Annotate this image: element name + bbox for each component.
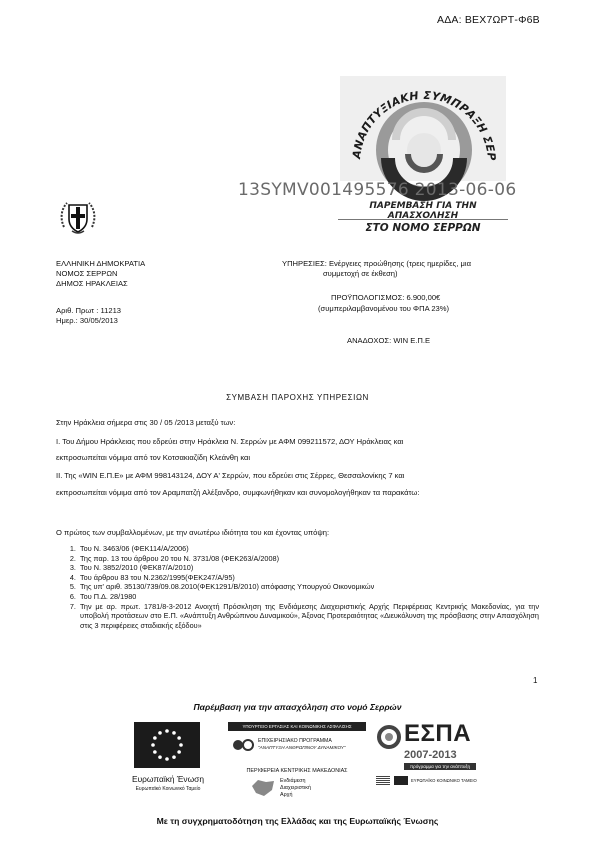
ministry-banner: ΥΠΟΥΡΓΕΙΟ ΕΡΓΑΣΙΑΣ ΚΑΙ ΚΟΙΝΩΝΙΚΗΣ ΑΣΦΑΛΙΣΗΣ <box>228 722 366 731</box>
partnership-logo <box>338 68 508 238</box>
list-item: 5. Της υπ' αριθ. 35130/739/09.08.2010(ΦΕΚ1291/Β/2010) απόφασης Υπουργού Οικονομικών <box>78 582 539 592</box>
list-item: 3. Του Ν. 3852/2010 (ΦΕΚ87/Α/2010) <box>78 563 539 573</box>
eu-star-icon <box>158 755 162 759</box>
espa-years: 2007-2013 <box>404 749 457 761</box>
services-line-2: συμμετοχή σε έκθεση) <box>323 269 398 278</box>
authority-line-2: Διαχειριστική <box>280 785 311 791</box>
eu-star-icon <box>165 729 169 733</box>
authority-line-1: Ενδιάμεση <box>280 778 306 784</box>
coat-of-arms-icon <box>58 197 98 237</box>
list-item: 1. Του Ν. 3463/06 (ΦΕΚ114/Α/2006) <box>78 544 539 554</box>
party-2-line-1: ΙΙ. Της «WIN E.Π.Ε» με ΑΦΜ 998143124, ΔΟΥ Α' Σερρών, που εδρεύει στις Σέρρες, Θεσσαλονίκης 7 και <box>56 471 405 480</box>
party-1-line-1: Ι. Του Δήμου Ηράκλειας που εδρεύει στην Ηράκλεια Ν. Σερρών με ΑΦΜ 099211572, ΔΟΥ Ηράκλειας και <box>56 437 404 446</box>
eu-label: Ευρωπαϊκή Ένωση <box>131 774 204 784</box>
greek-flag-icon <box>376 776 390 785</box>
programme-line-1: ΕΠΙΧΕΙΡΗΣΙΑΚΟ ΠΡΟΓΡΑΜΜΑ <box>258 738 332 744</box>
eu-small-flag-icon <box>394 776 408 785</box>
list-item: 6. Του Π.Δ. 28/1980 <box>78 592 539 602</box>
registration-stamp: 13SYMV001495576 2013-06-06 <box>238 180 517 200</box>
eu-star-icon <box>177 750 181 754</box>
espa-title: ΕΣΠΑ <box>404 720 472 747</box>
first-party-line: Ο πρώτος των συμβαλλομένων, με την ανωτέρω ιδιότητα του και έχοντας υπόψη: <box>56 528 330 537</box>
programme-line-2: "ΑΝΑΠΤΥΞΗ ΑΝΘΡΩΠΙΝΟΥ ΔΥΝΑΜΙΚΟΥ" <box>258 745 346 750</box>
eu-star-icon <box>179 743 183 747</box>
ada-code: ΑΔΑ: ΒΕΧ7ΩΡΤ-Φ6Β <box>437 14 540 26</box>
eu-star-icon <box>172 755 176 759</box>
eu-star-icon <box>177 736 181 740</box>
authority-line-3: Αρχή <box>280 792 293 798</box>
logo-subtitle-1: ΠΑΡΕΜΒΑΣΗ ΓΙΑ ΤΗΝ ΑΠΑΣΧΟΛΗΣΗ <box>369 201 477 221</box>
eu-flag-icon <box>134 722 200 768</box>
budget-vat-note: (συμπεριλαμβανομένου του ΦΠΑ 23%) <box>318 304 450 313</box>
logo-subtitle-2: ΣΤΟ ΝΟΜΟ ΣΕΡΡΩΝ <box>338 219 508 234</box>
services-line-1: ΥΠΗΡΕΣΙΕΣ: Ενέργειες προώθησης (τρεις ημερίδες, μια <box>282 259 471 268</box>
contractor: ΑΝΑΔΟΧΟΣ: WIN E.Π.Ε <box>347 336 431 345</box>
eu-star-icon <box>158 731 162 735</box>
eu-star-icon <box>153 750 157 754</box>
programme-emblem-icon <box>232 736 254 754</box>
party-1-line-2: εκπροσωπείται νόμιμα από τον Κοτσακιαζίδη Κλεάνθη και <box>56 453 251 462</box>
party-2-line-2: εκπροσωπείται νόμιμα από τον Αραμπατζή Αλέξανδρο, συμφωνήθηκαν και συνομολογήθηκαν τα παρακάτω: <box>56 488 420 497</box>
budget-amount: ΠΡΟΫΠΟΛΟΓΙΣΜΟΣ: 6.900,00€ <box>331 293 441 302</box>
header-municipality: ΔΗΜΟΣ ΗΡΑΚΛΕΙΑΣ <box>56 279 128 288</box>
list-item: 4. Του άρθρου 83 του Ν.2362/1995(ΦΕΚ247/Α/95) <box>78 573 539 583</box>
footer-title: Παρέμβαση για την απασχόληση στο νομό Σερρών <box>193 702 402 712</box>
logo-arc-text: ΑΝΑΠΤΥΞΙΑΚΗ ΣΥΜΠΡΑΞΗ ΣΕΡ <box>350 88 499 162</box>
protocol-number: Αριθ. Πρωτ : 11213 <box>56 306 122 315</box>
espa-swirl-icon <box>376 724 402 750</box>
eu-star-icon <box>165 757 169 761</box>
esf-label: Ευρωπαϊκό Κοινωνικό Ταμείο <box>135 786 201 792</box>
contract-title: ΣΥΜΒΑΣΗ ΠΑΡΟΧΗΣ ΥΠΗΡΕΣΙΩΝ <box>226 393 369 402</box>
cofunding-statement: Με τη συγχρηματοδότηση της Ελλάδας και της Ευρωπαϊκής Ένωσης <box>156 816 439 826</box>
list-item: 7. Την με αρ. πρωτ. 1781/8-3-2012 Ανοιχτή Πρόσκληση της Ενδιάμεσης Διαχειριστικής Αρχής Περιφέρειας Κεντρικής Μακεδονίας, για την υποβολή προτάσεων στο Ε.Π. «Ανάπτυξη Ανθρώπινου Δυναμικού», Άξονας Προτεραιότητας «Διευκόλυνση της πρόσβασης στην Απασχόληση στις 3 περιφέρειες σταδιακής εξόδου» <box>78 602 539 631</box>
esf-label-small: ΕΥΡΩΠΑΪΚΟ ΚΟΙΝΩΝΙΚΟ ΤΑΜΕΙΟ <box>411 778 477 783</box>
espa-logo <box>376 720 480 812</box>
espa-tagline: πρόγραμμα για την ανάπτυξη <box>404 763 476 770</box>
page-number: 1 <box>533 676 538 685</box>
eu-star-icon <box>151 743 155 747</box>
eu-star-icon <box>153 736 157 740</box>
legal-basis-list <box>58 544 539 630</box>
document-date: Ημερ.: 30/05/2013 <box>56 316 118 325</box>
region-label: ΠΕΡΙΦΕΡΕΙΑ ΚΕΝΤΡΙΚΗΣ ΜΑΚΕΔΟΝΙΑΣ <box>246 768 348 774</box>
programme-logo <box>228 722 366 812</box>
list-item: 2. Της παρ. 13 του άρθρου 20 του Ν. 3731/08 (ΦΕΚ263/Α/2008) <box>78 554 539 564</box>
eu-logo <box>122 722 214 812</box>
header-country: ΕΛΛΗΝΙΚΗ ΔΗΜΟΚΡΑΤΙΑ <box>56 259 146 268</box>
eu-star-icon <box>172 731 176 735</box>
header-prefecture: ΝΟΜΟΣ ΣΕΡΡΩΝ <box>56 269 118 278</box>
region-map-icon <box>250 778 276 798</box>
intro-line: Στην Ηράκλεια σήμερα στις 30 / 05 /2013 μεταξύ των: <box>56 418 236 427</box>
